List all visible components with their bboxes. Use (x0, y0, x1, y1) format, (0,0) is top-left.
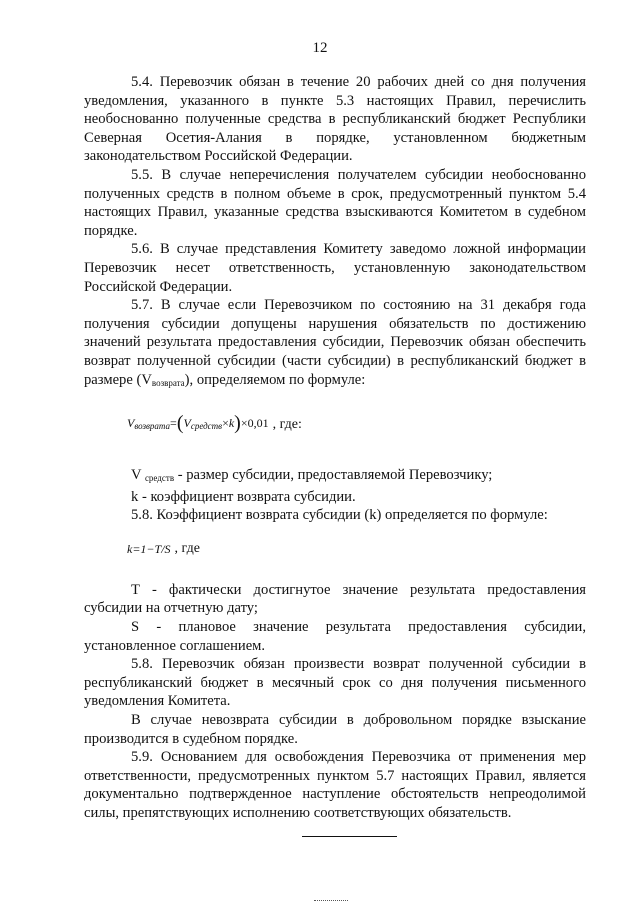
definition-k: k - коэффициент возврата субсидии. (131, 488, 356, 505)
formula-lhs-subscript: возврата (134, 421, 171, 432)
paragraph-5-9: 5.9. Основанием для освобождения Перевозчика от применения мер ответственности, предусмотренных пунктом 5.7 настоящих Правил, является документально подтвержденное наступление обстоятельств непреодолимой силы, препятствующих исполнению соответствующих обязательств. (84, 749, 586, 821)
document-body (84, 73, 586, 823)
formula-open-paren: ( (176, 412, 184, 435)
refund-formula-expression (127, 414, 269, 436)
definition-t: Т - фактически достигнутое значение результата предоставления субсидии на отчетную дату; (84, 581, 586, 617)
formula-close-paren: ) (234, 412, 241, 435)
paragraph-5-6: 5.6. В случае представления Комитету заведомо ложной информации Перевозчик несет ответственность, установленную законодательством Российской Федерации. (84, 241, 586, 295)
paragraph-5-8-refund: 5.8. Перевозчик обязан произвести возврат полученной субсидии в республиканский бюджет в месячный срок со дня получения письменного уведомления Комитета. (84, 656, 586, 710)
formula-equals: = (170, 416, 177, 431)
definition-v (84, 466, 586, 488)
refund-formula (84, 406, 586, 444)
paragraph-5-7 (84, 296, 586, 392)
formula-times-2: × (240, 416, 248, 431)
definition-v-subscript: средств (144, 473, 175, 484)
paragraph-5-4: 5.4. Перевозчик обязан в течение 20 рабочих дней со дня получения уведомления, указанного в пункте 5.3 настоящих Правил, перечислить необоснованно полученные средства в республиканский бюджет Республики Северная Осетия-Алания в порядке, установленном бюджетным законодательством Российской Федерации. (84, 74, 586, 165)
refund-formula-where: , где: (272, 416, 302, 432)
paragraph-5-7-text: 5.7. В случае если Перевозчиком по состоянию на 31 декабря года получения субсидии допущены нарушения обязательств по достижению значений результата предоставления субсидии, Перевозчик обязан обеспечить возврат полученной субсидии (части субсидии) в республиканский бюджет в размере (V (84, 297, 586, 388)
paragraph-court-recovery: В случае невозврата субсидии в добровольном порядке взыскание производится в судебном порядке. (84, 712, 586, 747)
paragraph-5-5: 5.5. В случае неперечисления получателем субсидии необоснованно полученных средств в полном объеме в срок, предусмотренный пунктом 5.4 настоящих Правил, указанные средства взыскиваются Комитетом в судебном порядке. (84, 166, 586, 239)
formula-times: × (222, 416, 229, 431)
definition-v-text: - размер субсидии, предоставляемой Перевозчику; (174, 467, 493, 484)
formula-k: k (228, 416, 235, 431)
coefficient-formula (84, 537, 586, 561)
page-number: 12 (312, 40, 328, 56)
bottom-dotted-mark (314, 900, 348, 901)
definition-s: S - плановое значение результата предоставления субсидии, установленное соглашением. (84, 619, 586, 654)
formula-v: V (183, 416, 191, 431)
closing-rule (302, 836, 397, 837)
definition-v-symbol: V (131, 467, 142, 484)
formula-lhs: V (127, 416, 135, 431)
paragraph-5-7-subscript: возврата (151, 377, 185, 388)
paragraph-5-7-end: ), определяемом по формуле: (184, 371, 366, 388)
paragraph-5-8-coefficient: 5.8. Коэффициент возврата субсидии (k) определяется по формуле: (131, 507, 548, 524)
coefficient-formula-expression: k=1−T/S (127, 541, 171, 556)
formula-coefficient: 0,01 (247, 416, 269, 431)
coefficient-formula-where: , где (174, 540, 200, 556)
formula-v-subscript: средств (190, 421, 223, 432)
